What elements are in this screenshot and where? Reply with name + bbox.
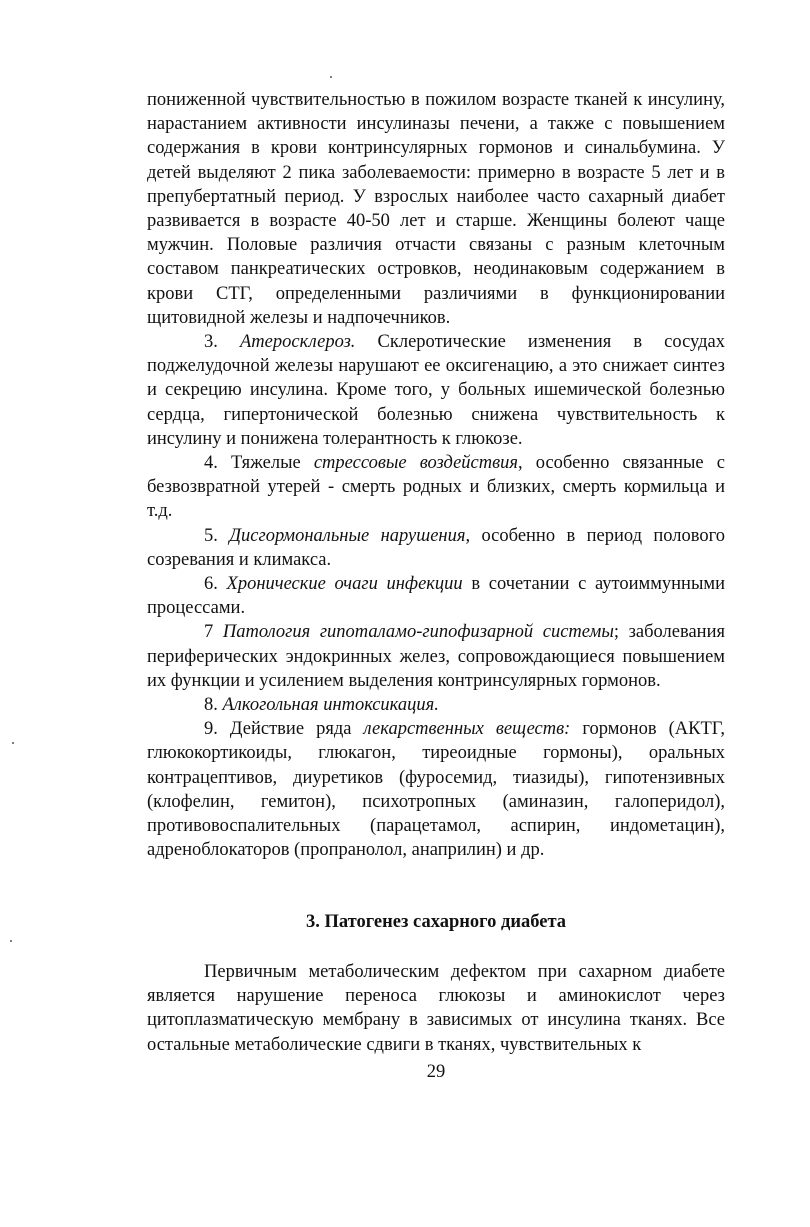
list-item [147, 330, 725, 451]
scan-speck [12, 742, 14, 744]
scan-speck [330, 76, 332, 78]
item-title: стрессовые воздействия [313, 453, 518, 474]
item-body: в сочетании с аутоиммунными процессами. [147, 574, 725, 619]
intro-paragraph: пониженной чувствительностью в пожилом возрасте тканей к инсулину, нарастанием активности инсулиназы печени, а также с повышением содержания в крови контринсулярных гормонов и синальбумина. У детей выделяют 2 пика заболеваемости: примерно в возрасте 5 лет и в препубертатный период. У взрослых наиболее часто сахарный диабет развивается в возрасте 40-50 лет и старше. Женщины болеют чаще мужчин. Половые различия отчасти связаны с разным клеточным составом панкреатических островков, неодинаковым содержанием в крови СТГ, определенными различиями в функционировании щитовидной железы и надпочечников. [147, 90, 725, 328]
main-text [147, 88, 725, 863]
item-body: , особенно связанные с безвозвратной утерей - смерть родных и близких, смерть кормильца и т.д. [147, 453, 725, 522]
scan-speck [10, 940, 12, 942]
item-prefix: 8. [204, 695, 223, 716]
item-prefix: 5. [204, 525, 230, 546]
list-item [147, 451, 725, 524]
section-heading: 3. Патогенез сахарного диабета [305, 912, 567, 932]
item-title: Хронические очаги инфекции [226, 574, 463, 595]
item-prefix: 6. [204, 574, 227, 595]
list-item [147, 572, 725, 620]
item-title: Дисгормональные нарушения [229, 525, 466, 546]
item-body: Склеротические изменения в сосудах поджелудочной железы нарушают ее оксигенацию, а это снижает синтез и секрецию инсулина. Кроме того, у больных ишемической болезнью сердца, гипертонической болезнью снижена чувствительность к инсулину и понижена толерантность к глюкозе. [147, 332, 726, 449]
item-body: гормонов (АКТГ, глюкокортикоиды, глюкагон, тиреоидные гормоны), оральных контрацептивов, диуретиков (фуросемид, тиазиды), гипотензивных (клофелин, гемитон), психотропных (аминазин, галоперидол), противовоспалительных (парацетамол, аспирин, индометацин), адреноблокаторов (пропранолол, анаприлин) и др. [147, 719, 725, 861]
page-number: 29 [426, 1062, 446, 1082]
item-prefix: 3. [204, 332, 240, 353]
pathogenesis-section [147, 960, 725, 1057]
item-title: Алкогольная интоксикация. [222, 695, 439, 716]
item-prefix: 4. Тяжелые [204, 453, 314, 474]
item-title: Атеросклероз. [239, 332, 356, 353]
item-prefix: 9. Действие ряда [204, 719, 364, 740]
list-item [147, 524, 725, 572]
item-title: лекарственных веществ: [363, 719, 571, 740]
item-title: Патология гипоталамо-гипофизарной системы [222, 622, 614, 643]
item-body: ; заболевания периферических эндокринных желез, сопровождающиеся повышением их функции и усилением выделения контринсулярных гормонов. [147, 622, 725, 691]
list-item [147, 620, 725, 693]
item-prefix: 7 [204, 622, 223, 643]
pathogenesis-paragraph: Первичным метаболическим дефектом при сахарном диабете является нарушение переноса глюкозы и аминокислот через цитоплазматическую мембрану в зависимых от инсулина тканях. Все остальные метаболические сдвиги в тканях, чувствительных к [147, 962, 725, 1055]
list-item [147, 693, 725, 717]
item-body: , особенно в период полового созревания и климакса. [147, 525, 726, 570]
list-item [147, 717, 725, 862]
